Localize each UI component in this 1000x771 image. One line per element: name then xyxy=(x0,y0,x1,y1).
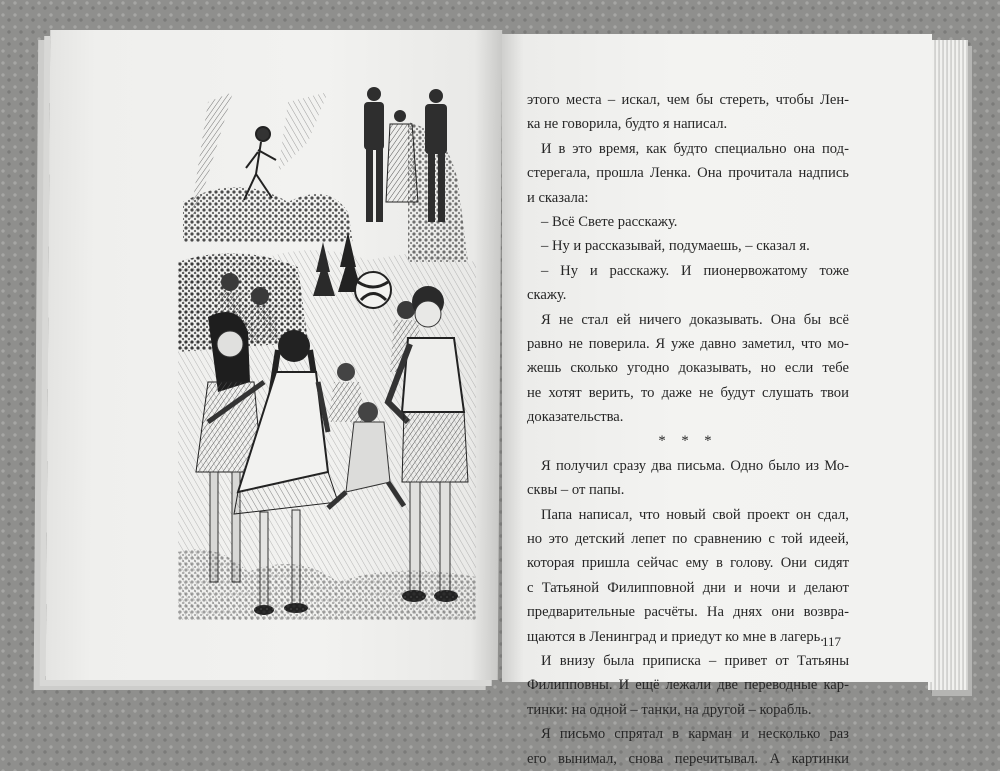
illustration xyxy=(178,82,476,620)
text-line: не хотят верить, то даже не будут слушать твои xyxy=(527,384,849,401)
text-line: его вынимал, снова перечитывал. А картинки xyxy=(527,750,849,767)
text-line: – Всё Свете расскажу. xyxy=(541,213,678,230)
page-edges xyxy=(928,40,968,690)
text-line: щаются в Ленинград и приедут ко мне в лагерь. xyxy=(527,628,824,645)
illustration-drawing xyxy=(178,82,476,620)
page-number: 117 xyxy=(822,634,842,649)
text-line: – Ну и расскажу. И пионервожатому тоже xyxy=(541,262,849,279)
text-line: Папа написал, что новый свой проект он сдал, xyxy=(541,506,849,523)
text-line: – Ну и рассказывай, подумаешь, – сказал я. xyxy=(541,238,810,255)
text-line: скажу. xyxy=(527,287,567,304)
text-line: Я получил сразу два письма. Одно было из Мо- xyxy=(541,457,849,474)
text-line: И в это время, как будто специально она под- xyxy=(541,140,849,157)
text-line: этого места – искал, чем бы стереть, чтобы Лен- xyxy=(527,92,849,108)
text-line: с Татьяной Филипповной дни и ночи и делают xyxy=(527,579,849,596)
text-line: жешь сколько угодно доказывать, но если тебе xyxy=(527,360,849,377)
text-line: ка не говорила, будто я написал. xyxy=(527,116,728,133)
text-line: * * * xyxy=(658,433,718,450)
text-line: И внизу была приписка – привет от Татьяны xyxy=(541,652,849,669)
text-line: но это детский лепет по сравнению с той идеей, xyxy=(527,531,849,548)
text-line: предварительные расчёты. На днях они возвра- xyxy=(527,604,849,621)
text-line: стерегала, прошла Ленка. Она прочитала надпись xyxy=(527,165,849,182)
text-line: Филипповны. И ещё лежали две переводные кар- xyxy=(527,677,849,694)
top-vignette xyxy=(183,87,468,262)
text-line: и сказала: xyxy=(527,189,589,206)
main-scene xyxy=(178,232,476,620)
text-line: равно не поверила. Я уже давно заметил, что мо- xyxy=(527,335,849,352)
text-line: Я письмо спрятал в карман и несколько раз xyxy=(541,726,849,743)
page-text xyxy=(527,88,849,771)
text-line: доказательства. xyxy=(527,409,624,426)
text-line: тинки: на одной – танки, на другой – корабль. xyxy=(527,701,812,718)
text-line: которая пришла сейчас ему в голову. Они сидят xyxy=(527,555,849,572)
text-line: сквы – от папы. xyxy=(527,482,625,499)
text-line: Я не стал ей ничего доказывать. Она бы всё xyxy=(541,311,849,328)
